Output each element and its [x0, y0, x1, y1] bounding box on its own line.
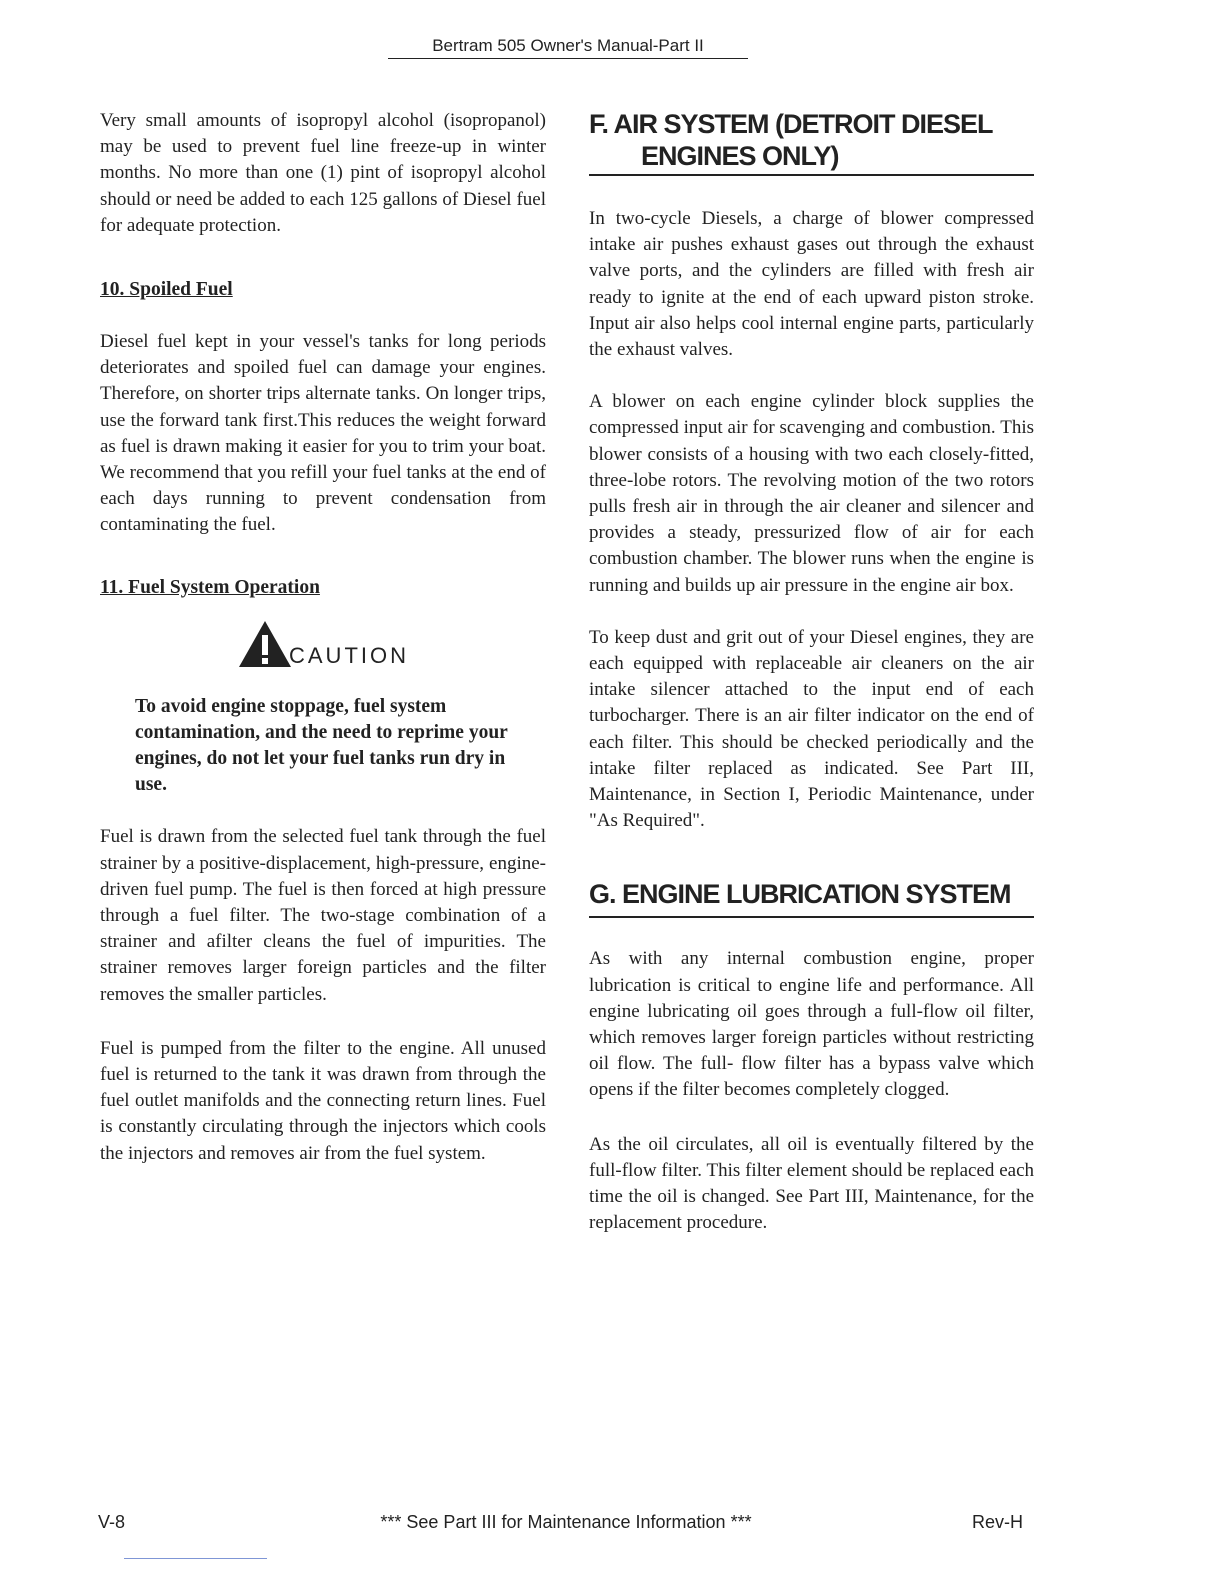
oil-filter-paragraph: As the oil circulates, all oil is eventually filtered by the full-flow filter. This filter element should be replaced each time the oil is changed. See Part III, Maintenance, for the replacement procedure.	[589, 1133, 1034, 1234]
right-column	[589, 108, 1034, 1237]
page-header: Bertram 505 Owner's Manual-Part II	[388, 36, 748, 59]
spoiled-fuel-heading: 10. Spoiled Fuel	[100, 279, 233, 301]
caution-banner	[100, 619, 546, 669]
blower-paragraph: A blower on each engine cylinder block supplies the compressed input air for scavenging and combustion. This blower consists of a housing with two each closely-fitted, three-lobe rotors. The revolving motion of the two rotors pulls fresh air in through the air cleaner and silencer and provides a steady, pressurized flow of air for each combustion chamber. The blower runs when the engine is running and builds up air pressure in the engine air box.	[589, 391, 1034, 596]
air-cleaner-paragraph: To keep dust and grit out of your Diesel engines, they are each equipped with replaceable air cleaners on the air intake silencer attached to the input end of each turbocharger. There is an air filter indicator on the end of each filter. This should be checked periodically and the intake filter replaced as indicated. See Part III, Maintenance, in Section I, Periodic Maintenance, under "As Required".	[589, 626, 1034, 832]
warning-triangle-icon	[237, 619, 293, 669]
left-column	[100, 108, 546, 1167]
air-system-heading-line1: F. AIR SYSTEM (DETROIT DIESEL	[589, 109, 993, 139]
lubrication-heading: G. ENGINE LUBRICATION SYSTEM	[589, 878, 1034, 918]
page-number: V-8	[98, 1512, 126, 1532]
revision-label: Rev-H	[972, 1512, 1024, 1532]
fuel-system-heading: 11. Fuel System Operation	[100, 576, 320, 598]
caution-label: CAUTION	[289, 642, 409, 668]
two-cycle-paragraph: In two-cycle Diesels, a charge of blower compressed intake air pushes exhaust gases out through the exhaust valve ports, and the cylinders are filled with fresh air ready to ignite at the end of each upward piston stroke. Input air also helps cool internal engine parts, particularly the exhaust valves.	[589, 208, 1034, 361]
air-system-heading	[589, 108, 1034, 176]
isopropyl-paragraph: Very small amounts of isopropyl alcohol (isopropanol) may be used to prevent fuel line freeze-up in winter months. No more than one (1) pint of isopropyl alcohol should or need be added to each 125 gallons of Diesel fuel for adequate protection.	[100, 110, 546, 236]
footer-rule	[124, 1558, 267, 1559]
fuel-return-paragraph: Fuel is pumped from the filter to the engine. All unused fuel is returned to the tank it was drawn from through the fuel outlet manifolds and the connecting return lines. Fuel is constantly circulating through the injectors which cools the injectors and removes air from the fuel system.	[100, 1037, 546, 1164]
caution-text: To avoid engine stoppage, fuel system contamination, and the need to reprime your engines, do not let your fuel tanks run dry in use.	[135, 695, 508, 796]
spoiled-fuel-paragraph: Diesel fuel kept in your vessel's tanks for long periods deteriorates and spoiled fuel can damage your engines. Therefore, on shorter trips alternate tanks. On longer trips, use the forward tank first.This reduces the weight forward as fuel is drawn making it easier for you to trim your boat. We recommend that you refill your fuel tanks at the end of each days running to prevent condensation from contaminating the fuel.	[100, 331, 546, 536]
footer-note: *** See Part III for Maintenance Information ***	[380, 1512, 752, 1532]
fuel-flow-paragraph: Fuel is drawn from the selected fuel tank through the fuel strainer by a positive-displacement, high-pressure, engine-driven fuel pump. The fuel is then forced at high pressure through a fuel filter. The two-stage combination of a strainer and afilter cleans the fuel of impurities. The strainer removes larger foreign particles and the filter removes the smaller particles.	[100, 826, 546, 1005]
lubrication-paragraph: As with any internal combustion engine, proper lubrication is critical to engine life and performance. All engine lubricating oil goes through a full-flow oil filter, which removes larger foreign particles without restricting oil flow. The full- flow filter has a bypass valve which opens if the filter becomes completely clogged.	[589, 948, 1034, 1101]
air-system-heading-line2: ENGINES ONLY)	[641, 141, 839, 171]
